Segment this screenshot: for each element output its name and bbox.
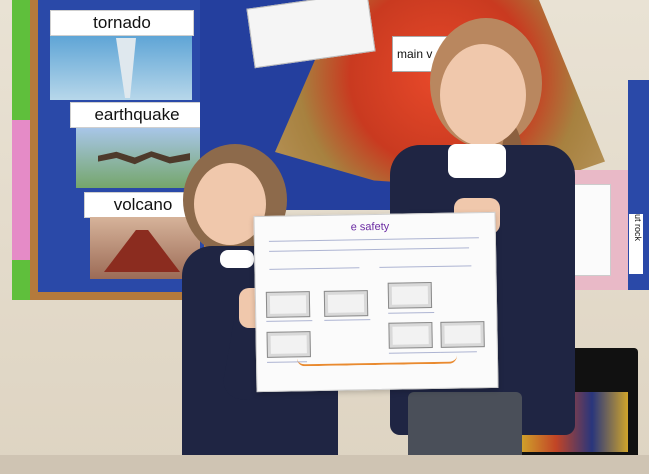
worksheet-line-2 bbox=[269, 247, 469, 251]
display-label-volcano: volcano bbox=[84, 192, 202, 218]
e-safety-worksheet bbox=[253, 212, 498, 392]
worksheet-screenshot-1 bbox=[266, 291, 310, 318]
main-volcano-label: main v bbox=[392, 36, 453, 72]
pink-display-panel bbox=[12, 120, 32, 260]
left-girl-collar bbox=[220, 250, 254, 268]
worksheet-line-1 bbox=[269, 237, 479, 242]
worksheet-screenshot-5 bbox=[388, 322, 432, 349]
floor-shelf bbox=[0, 455, 649, 474]
right-girl-collar bbox=[448, 144, 506, 178]
worksheet-screenshot-3 bbox=[388, 282, 432, 309]
worksheet-screenshot-6 bbox=[440, 321, 484, 348]
worksheet-screenshot-4 bbox=[267, 331, 311, 358]
worksheet-screenshot-2 bbox=[324, 290, 368, 317]
worksheet-line-4 bbox=[379, 265, 471, 268]
worksheet-title: e safety bbox=[350, 220, 390, 234]
side-note: ut rock bbox=[629, 214, 643, 274]
worksheet-line-3 bbox=[269, 267, 359, 270]
display-label-tornado: tornado bbox=[50, 10, 194, 36]
worksheet-caption-line-6 bbox=[441, 351, 477, 353]
display-label-earthquake: earthquake bbox=[70, 102, 204, 128]
right-girl-face bbox=[440, 44, 526, 146]
